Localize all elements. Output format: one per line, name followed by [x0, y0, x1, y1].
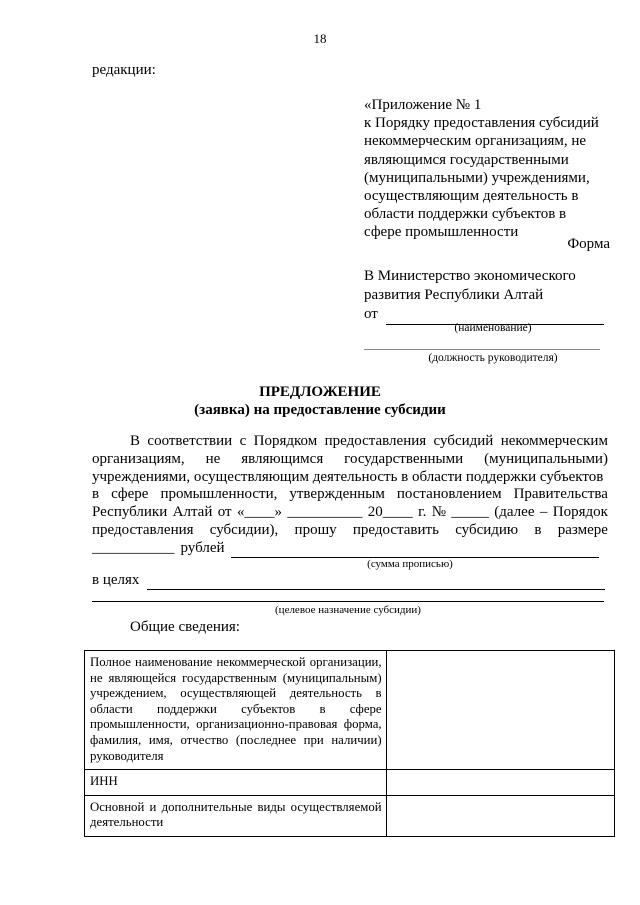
word: являющимся [241, 450, 324, 467]
purpose-hint: (целевое назначение субсидии) [275, 604, 421, 616]
word: в [92, 486, 100, 503]
appendix-line: к Порядку предоставления субсидий [364, 115, 599, 132]
table-row [85, 770, 615, 796]
position-field-line[interactable] [364, 349, 600, 350]
word: субсидию [455, 521, 519, 538]
appendix-line: области поддержки субъектов в [364, 206, 567, 223]
row-label: Полное наименование некоммерческой организации, не являющейся государственным (муниципальным) учреждением, осуществляющей деятельность в области поддержки субъектов в сфере промышленности, организационно-правовая форма, фамилия, имя, отчество (последнее при наличии) руководителя [85, 651, 387, 770]
paragraph-line [92, 486, 608, 504]
request-paragraph [92, 433, 608, 558]
document-title: ПРЕДЛОЖЕНИЕ [259, 384, 381, 400]
row-value-field[interactable] [386, 770, 614, 796]
word: промышленности, [160, 486, 278, 503]
appendix-line: сфере промышленности [364, 224, 519, 241]
word: предоставить [352, 521, 439, 538]
word: соответствии [147, 433, 233, 449]
word: Правительства [513, 486, 608, 503]
amount-hint: (сумма прописью) [367, 558, 453, 570]
word: некоммерческим [500, 433, 608, 449]
row-label: Основной и дополнительные виды осуществляемой деятельности [85, 795, 387, 836]
word: Порядком [253, 433, 318, 449]
word: сфере [111, 486, 149, 503]
word: субсидий [433, 433, 494, 449]
addressee-block [364, 267, 610, 325]
purpose-field[interactable] [147, 572, 605, 590]
decree-number-field[interactable]: _____ [451, 504, 489, 521]
word: с [239, 433, 247, 449]
word: организациям, [92, 450, 185, 467]
purpose-row [92, 572, 605, 590]
word: размере [557, 521, 608, 538]
word: субсидии), [209, 521, 279, 538]
intro-text: редакции: [92, 62, 156, 78]
word: в [534, 521, 542, 538]
word: утвержденным [289, 486, 385, 503]
document-subtitle: (заявка) на предоставление субсидии [194, 402, 446, 418]
appendix-line: «Приложение № 1 [364, 97, 482, 113]
row-label: ИНН [85, 770, 387, 796]
word: Алтай [172, 504, 213, 521]
word: г. [418, 504, 427, 521]
page-number: 18 [313, 31, 327, 46]
name-hint: (наименование) [454, 322, 532, 334]
appendix-line: (муниципальными) учреждениями, [364, 169, 590, 186]
general-info-table [84, 650, 615, 837]
purpose-field-continued[interactable] [92, 601, 604, 602]
word: учреждениями, осуществляющим деятельность в области поддержки субъектов [92, 468, 604, 485]
form-label: Форма [567, 236, 610, 252]
date-day-field[interactable]: «____» [236, 504, 282, 521]
addressee-line-2: развития Республики Алтай [364, 287, 544, 303]
word: Порядок [552, 504, 608, 521]
word: (далее [494, 504, 535, 521]
word: не [205, 450, 221, 467]
amount-line [92, 540, 608, 558]
word: предоставления [92, 521, 194, 538]
word: Республики [92, 504, 168, 521]
appendix-line: являющимся государственными [364, 151, 569, 168]
row-value-field[interactable] [386, 795, 614, 836]
amount-number-field[interactable]: ___________ [92, 539, 175, 556]
word: № [431, 504, 447, 521]
paragraph-line [92, 469, 608, 487]
table-row [85, 795, 615, 836]
word: В [130, 433, 141, 449]
word: постановлением [396, 486, 502, 503]
appendix-line: осуществляющим деятельность в [364, 188, 579, 205]
currency-label: рублей [180, 539, 225, 556]
date-year-field[interactable]: 20____ [367, 504, 413, 521]
addressee-line-1: В Министерство экономического [364, 268, 576, 284]
word: – [539, 504, 548, 521]
general-info-label: Общие сведения: [130, 619, 240, 635]
purpose-label: в целях [92, 572, 140, 588]
table-row [85, 651, 615, 770]
row-value-field[interactable] [386, 651, 614, 770]
paragraph-line [92, 433, 608, 451]
date-month-field[interactable]: __________ [287, 504, 363, 521]
paragraph-line [92, 522, 608, 540]
word: государственными [344, 450, 464, 467]
word: предоставления [324, 433, 427, 449]
position-hint: (должность руководителя) [428, 352, 558, 364]
from-label: от [364, 306, 378, 322]
word: от [217, 504, 232, 521]
appendix-line: некоммерческим организациям, не [364, 133, 587, 150]
word: прошу [294, 521, 337, 538]
appendix-block [364, 96, 614, 242]
paragraph-line [92, 504, 608, 522]
amount-words-field[interactable] [231, 540, 599, 558]
word: (муниципальными) [484, 450, 608, 467]
paragraph-line [92, 451, 608, 469]
